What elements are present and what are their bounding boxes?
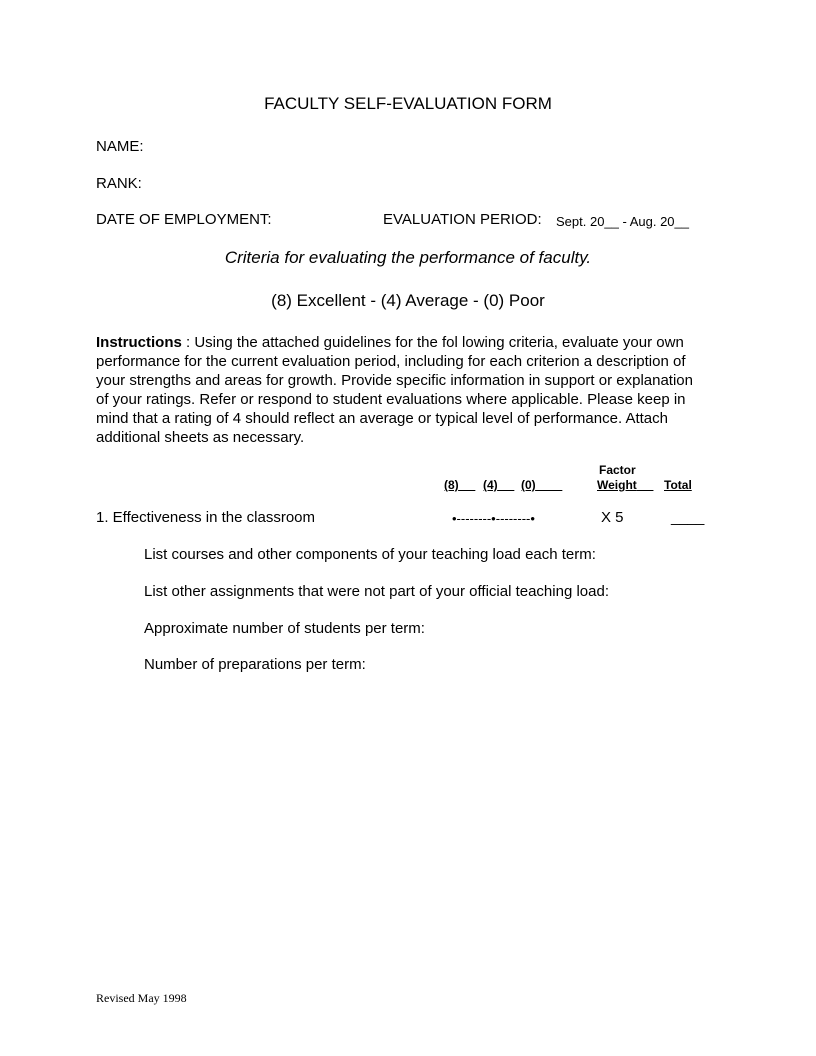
- scale-header-0: (0): [521, 478, 536, 492]
- scale-header-8: (8): [444, 478, 459, 492]
- criterion-label: 1. Effectiveness in the classroom: [96, 509, 315, 526]
- prompt-teaching-load: List courses and other components of your teaching load each term:: [144, 546, 596, 563]
- date-of-employment-label: DATE OF EMPLOYMENT:: [96, 211, 272, 228]
- form-title: FACULTY SELF-EVALUATION FORM: [264, 94, 552, 113]
- instructions-label: Instructions: [96, 334, 182, 351]
- criterion-total-blank[interactable]: ____: [671, 509, 705, 526]
- prompt-other-assignments: List other assignments that were not part of your official teaching load:: [144, 583, 609, 600]
- weight-header: Weight: [597, 478, 637, 492]
- criterion-weight: X 5: [601, 509, 624, 526]
- name-label: NAME:: [96, 138, 144, 155]
- scale-header-4: (4): [483, 478, 498, 492]
- prompt-preparations-per-term: Number of preparations per term:: [144, 656, 366, 673]
- instructions: [96, 333, 708, 447]
- revised-footer: Revised May 1998: [96, 991, 187, 1005]
- evaluation-period-label: EVALUATION PERIOD:: [383, 211, 542, 228]
- factor-header: Factor: [599, 463, 636, 477]
- evaluation-period-value: Sept. 20__ - Aug. 20__: [556, 214, 689, 229]
- instructions-text: : Using the attached guidelines for the fol lowing criteria, evaluate your own performance for the current evaluation period, including for each criterion a description of your strengths and areas for growth. Provide specific information in support or explanation of your ratings. Refer or respond to student evaluations where applicable. Please keep in mind that a rating of 4 should reflect an average or typical level of performance. Attach additional sheets as necessary.: [96, 334, 693, 446]
- rating-scale: (8) Excellent - (4) Average - (0) Poor: [271, 291, 545, 310]
- rank-label: RANK:: [96, 175, 142, 192]
- rating-scale-line[interactable]: •--------•--------•: [452, 511, 535, 526]
- criteria-heading: Criteria for evaluating the performance of faculty.: [224, 248, 592, 267]
- total-header: Total: [664, 478, 692, 492]
- prompt-students-per-term: Approximate number of students per term:: [144, 620, 425, 637]
